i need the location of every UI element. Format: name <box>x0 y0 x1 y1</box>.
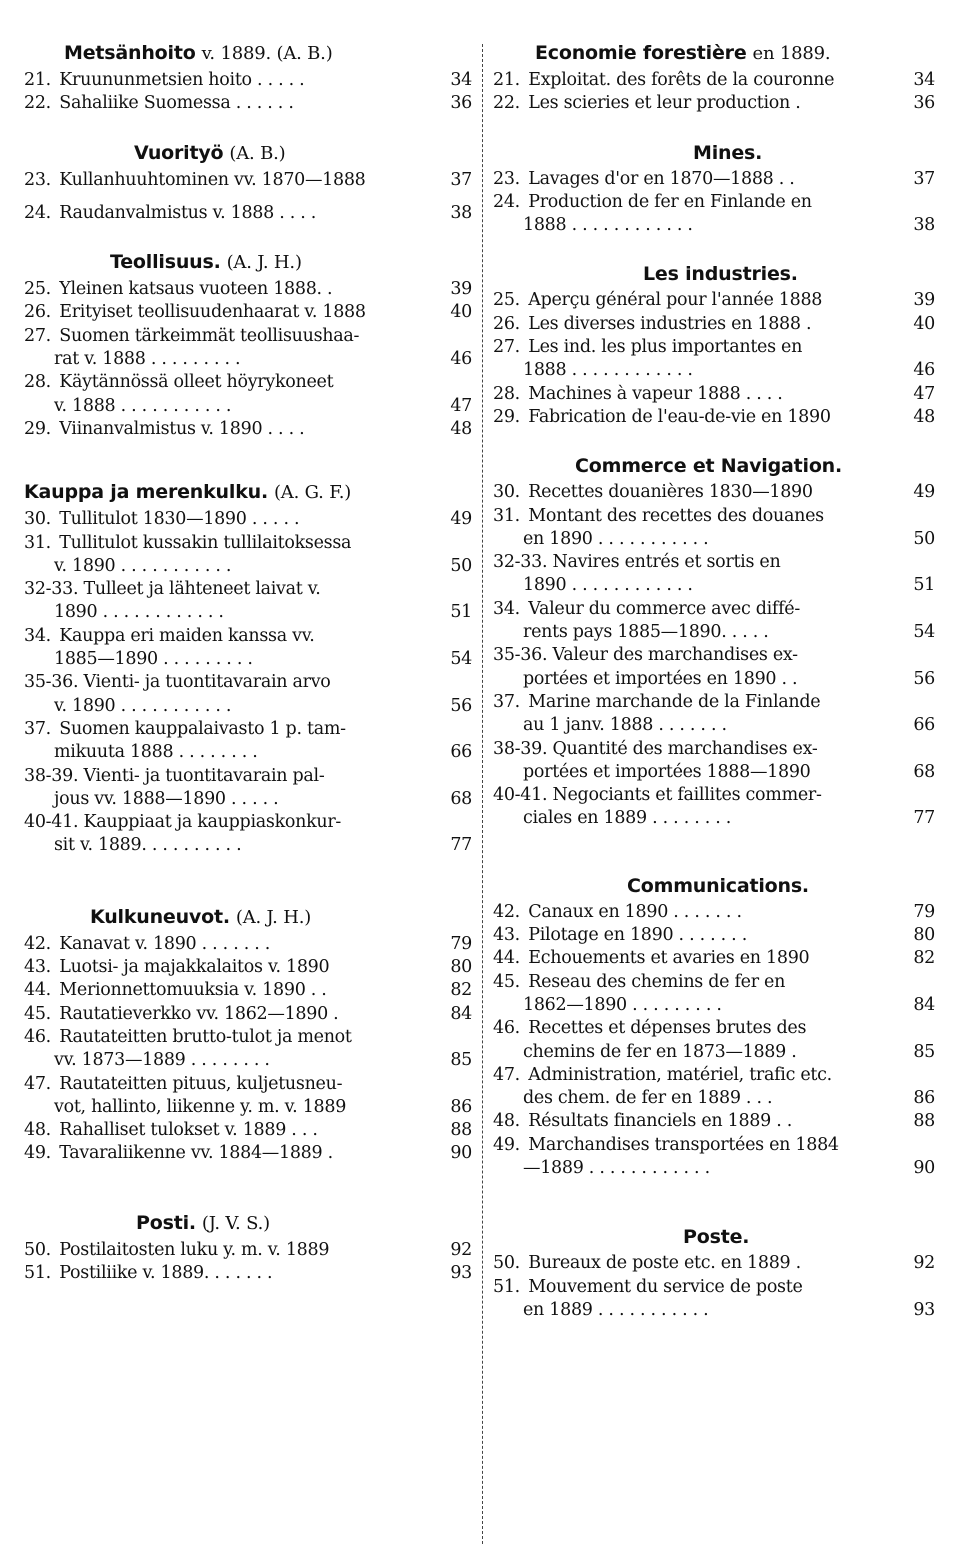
section-heading <box>493 140 935 166</box>
toc-entry <box>24 933 472 956</box>
entry-number: 46. <box>493 1018 520 1039</box>
entry-title: Les ind. les plus importantes en <box>528 337 803 358</box>
toc-entry <box>493 1064 935 1111</box>
toc-entry <box>493 1017 935 1064</box>
entry-title-continued: vot, hallinto, liikenne y. m. v. 1889 <box>54 1096 347 1117</box>
entry-number: 48. <box>493 1111 520 1132</box>
toc-entry <box>493 551 935 598</box>
entry-title-continued: 1890 . . . . . . . . . . . . <box>54 602 224 623</box>
toc-entry <box>24 278 472 301</box>
toc-entry <box>493 505 935 552</box>
entry-number: 28. <box>493 383 520 404</box>
section-heading <box>24 40 472 67</box>
entry-title-continued: rents pays 1885—1890. . . . . <box>523 622 769 643</box>
section-heading <box>24 140 472 167</box>
toc-entry <box>493 738 935 785</box>
entry-title-continued: en 1890 . . . . . . . . . . . <box>523 528 709 549</box>
entry-number: 26. <box>24 302 51 323</box>
entry-title-continued: —1889 . . . . . . . . . . . . <box>523 1157 710 1178</box>
toc-entry <box>24 1073 472 1120</box>
toc-entry <box>493 406 935 429</box>
toc-entry <box>24 956 472 979</box>
entry-title: Kanavat v. 1890 . . . . . . . <box>59 933 271 954</box>
entry-title: Aperçu général pour l'année 1888 <box>528 290 823 311</box>
entry-page-number: 56 <box>450 695 472 716</box>
toc-entry <box>24 69 472 92</box>
entry-page-number: 84 <box>450 1003 472 1024</box>
toc-entry <box>24 202 472 225</box>
toc-entry <box>24 979 472 1002</box>
toc-entry <box>493 313 935 336</box>
entry-number: 32-33. <box>24 579 79 600</box>
entry-title: Merionnettomuuksia v. 1890 . . <box>59 980 327 1001</box>
entry-title: Rautateitten brutto-tulot ja menot <box>59 1026 352 1047</box>
section-heading <box>24 904 472 931</box>
entry-number: 50. <box>493 1253 520 1274</box>
section-subtitle: (J. V. S.) <box>201 1212 270 1234</box>
toc-entry <box>493 784 935 831</box>
toc-entry <box>493 69 935 92</box>
entry-title: Marine marchande de la Finlande <box>528 691 821 712</box>
entry-title: Tullitulot kussakin tullilaitoksessa <box>59 532 352 553</box>
entry-title: Mouvement du service de poste <box>528 1276 803 1297</box>
entry-number: 31. <box>24 532 51 553</box>
entry-page-number: 88 <box>913 1111 935 1132</box>
section-title: Metsänhoito <box>64 42 196 64</box>
entry-title-continued: 1885—1890 . . . . . . . . . <box>54 649 253 670</box>
entry-page-number: 66 <box>913 715 935 736</box>
entry-number: 47. <box>24 1073 51 1094</box>
entry-number: 27. <box>493 337 520 358</box>
section-title: Kauppa ja merenkulku. <box>24 481 268 504</box>
entry-title: Reseau des chemins de fer en <box>528 971 786 992</box>
toc-section <box>493 261 935 429</box>
entry-title: Rahalliset tulokset v. 1889 . . . <box>59 1120 318 1141</box>
toc-entry <box>493 947 935 970</box>
column-divider <box>482 44 483 1544</box>
entry-number: 40-41. <box>24 812 79 833</box>
section-title: Commerce et Navigation. <box>575 455 843 478</box>
entry-title-continued: portées et importées 1888—1890 <box>523 761 811 782</box>
entry-title: Administration, matériel, trafic etc. <box>528 1064 832 1085</box>
entry-page-number: 40 <box>913 313 935 334</box>
entry-title: Rautatieverkko vv. 1862—1890 . <box>59 1003 339 1024</box>
entry-number: 25. <box>493 290 520 311</box>
entry-number: 26. <box>493 313 520 334</box>
toc-entry <box>493 924 935 947</box>
entry-number: 30. <box>24 509 51 530</box>
finnish-contents-column <box>24 40 472 1285</box>
toc-section <box>24 479 472 857</box>
entry-title: Käytännössä olleet höyrykoneet <box>59 372 334 393</box>
entry-title: Les diverses industries en 1888 . <box>528 313 812 334</box>
toc-section <box>493 453 935 830</box>
entry-page-number: 49 <box>913 482 935 503</box>
toc-entry <box>493 901 935 924</box>
entry-number: 35-36. <box>493 645 548 666</box>
entry-number: 45. <box>24 1003 51 1024</box>
entry-number: 23. <box>493 168 520 189</box>
entry-page-number: 79 <box>913 901 935 922</box>
entry-number: 49. <box>24 1143 51 1164</box>
entry-number: 44. <box>493 948 520 969</box>
entry-number: 22. <box>24 93 51 114</box>
entry-title: Vienti- ja tuontitavarain pal- <box>83 765 325 786</box>
entry-title: Fabrication de l'eau-de-vie en 1890 <box>528 406 831 427</box>
entry-number: 27. <box>24 325 51 346</box>
toc-entry <box>493 691 935 738</box>
entry-page-number: 37 <box>450 169 472 190</box>
entry-title: Kullanhuuhtominen vv. 1870—1888 <box>59 169 366 190</box>
entry-title: Pilotage en 1890 . . . . . . . <box>528 925 747 946</box>
section-subtitle: (A. G. F.) <box>273 482 352 504</box>
entry-title: Viinanvalmistus v. 1890 . . . . <box>59 418 305 439</box>
entry-page-number: 85 <box>450 1050 472 1071</box>
toc-section <box>493 140 935 238</box>
entry-page-number: 48 <box>450 418 472 439</box>
entry-title-continued: vv. 1873—1889 . . . . . . . . <box>54 1050 270 1071</box>
entry-title-continued: 1890 . . . . . . . . . . . . <box>523 575 693 596</box>
entry-number: 23. <box>24 169 51 190</box>
section-heading <box>24 249 472 276</box>
toc-entry <box>493 1252 935 1275</box>
section-heading <box>493 40 935 67</box>
entry-page-number: 37 <box>913 168 935 189</box>
entry-number: 22. <box>493 93 520 114</box>
entry-page-number: 46 <box>450 349 472 370</box>
entry-title-continued: portées et importées en 1890 . . <box>523 668 798 689</box>
toc-entry <box>24 92 472 115</box>
entry-title: Sahaliike Suomessa . . . . . . <box>59 93 294 114</box>
entry-title-continued: 1862—1890 . . . . . . . . . <box>523 994 722 1015</box>
toc-section <box>493 1224 935 1322</box>
entry-number: 24. <box>493 191 520 212</box>
toc-entry <box>24 671 472 718</box>
entry-page-number: 54 <box>450 649 472 670</box>
toc-entry <box>493 1110 935 1133</box>
entry-title: Exploitat. des forêts de la couronne <box>528 70 835 90</box>
entry-page-number: 90 <box>913 1157 935 1178</box>
entry-page-number: 39 <box>913 290 935 311</box>
entry-page-number: 88 <box>450 1120 472 1141</box>
section-heading <box>24 1210 472 1237</box>
entry-title: Kauppa eri maiden kanssa vv. <box>59 625 315 646</box>
entry-page-number: 68 <box>450 788 472 809</box>
entry-number: 43. <box>24 957 51 978</box>
entry-number: 45. <box>493 971 520 992</box>
section-title: Poste. <box>683 1226 750 1249</box>
entry-number: 43. <box>493 925 520 946</box>
toc-entry <box>493 289 935 312</box>
entry-number: 30. <box>493 482 520 503</box>
entry-page-number: 80 <box>450 957 472 978</box>
entry-title: Montant des recettes des douanes <box>528 505 824 526</box>
toc-entry <box>493 1276 935 1323</box>
toc-section <box>493 873 935 1181</box>
section-heading <box>24 479 472 506</box>
entry-title: Echouements et avaries en 1890 <box>528 948 810 969</box>
entry-number: 38-39. <box>493 738 548 759</box>
entry-page-number: 86 <box>450 1096 472 1117</box>
entry-page-number: 92 <box>913 1253 935 1274</box>
entry-title-continued: chemins de fer en 1873—1889 . <box>523 1041 797 1062</box>
entry-title: Machines à vapeur 1888 . . . . <box>528 383 783 404</box>
toc-entry <box>493 383 935 406</box>
toc-entry <box>493 598 935 645</box>
entry-title: Bureaux de poste etc. en 1889 . <box>528 1253 801 1274</box>
toc-entry <box>24 1142 472 1165</box>
section-subtitle: (A. J. H.) <box>235 906 312 928</box>
entry-page-number: 36 <box>450 93 472 114</box>
entry-title-continued: sit v. 1889. . . . . . . . . . <box>54 835 242 856</box>
entry-title: Marchandises transportées en 1884 <box>528 1134 839 1155</box>
entry-title: Résultats financiels en 1889 . . <box>528 1111 793 1132</box>
toc-entry <box>24 1003 472 1026</box>
entry-number: 46. <box>24 1026 51 1047</box>
entry-number: 35-36. <box>24 672 79 693</box>
entry-page-number: 80 <box>913 925 935 946</box>
toc-entry <box>24 811 472 858</box>
section-heading <box>493 873 935 899</box>
toc-entry <box>24 578 472 625</box>
entry-title: Suomen tärkeimmät teollisuushaa- <box>59 325 360 346</box>
toc-entry <box>24 1262 472 1285</box>
entry-number: 42. <box>24 933 51 954</box>
section-subtitle: v. 1889. (A. B.) <box>201 43 333 64</box>
toc-entry <box>493 168 935 191</box>
toc-entry <box>24 532 472 579</box>
toc-entry <box>24 1026 472 1073</box>
entry-page-number: 56 <box>913 668 935 689</box>
entry-page-number: 93 <box>913 1299 935 1320</box>
entry-number: 29. <box>24 418 51 439</box>
entry-title-continued: 1888 . . . . . . . . . . . . <box>523 360 693 381</box>
entry-page-number: 77 <box>913 808 935 829</box>
section-title: Vuorityö <box>134 141 224 164</box>
entry-title: Raudanvalmistus v. 1888 . . . . <box>59 202 317 223</box>
section-heading <box>493 453 935 479</box>
entry-page-number: 66 <box>450 742 472 763</box>
toc-entry <box>24 418 472 441</box>
entry-number: 42. <box>493 901 520 922</box>
entry-title: Luotsi- ja majakkalaitos v. 1890 <box>59 957 330 978</box>
entry-title: Postilaitosten luku y. m. v. 1889 <box>59 1239 330 1260</box>
entry-page-number: 38 <box>450 202 472 223</box>
toc-section <box>24 140 472 226</box>
entry-number: 31. <box>493 505 520 526</box>
entry-number: 25. <box>24 279 51 300</box>
entry-number: 21. <box>24 70 51 90</box>
entry-page-number: 50 <box>450 555 472 576</box>
toc-section <box>24 1210 472 1286</box>
toc-section <box>24 904 472 1166</box>
entry-title-continued: 1888 . . . . . . . . . . . . <box>523 215 693 236</box>
section-subtitle: (A. J. H.) <box>226 252 302 274</box>
section-subtitle: (A. B.) <box>229 142 286 164</box>
entry-page-number: 40 <box>450 302 472 323</box>
entry-title-continued: ciales en 1889 . . . . . . . . <box>523 808 732 829</box>
entry-title-continued: mikuuta 1888 . . . . . . . . <box>54 742 258 763</box>
section-heading <box>493 1224 935 1250</box>
section-title: Posti. <box>136 1211 196 1234</box>
entry-number: 49. <box>493 1134 520 1155</box>
toc-entry <box>24 301 472 324</box>
entry-title: Les scieries et leur production . <box>528 93 801 114</box>
entry-number: 44. <box>24 980 51 1001</box>
entry-title-continued: v. 1890 . . . . . . . . . . . <box>54 555 232 576</box>
entry-page-number: 77 <box>450 835 472 856</box>
entry-number: 51. <box>493 1276 520 1297</box>
entry-title: Tulleet ja lähteneet laivat v. <box>83 579 321 600</box>
entry-number: 21. <box>493 70 520 90</box>
toc-entry <box>493 644 935 691</box>
entry-page-number: 51 <box>450 602 472 623</box>
entry-title: Navires entrés et sortis en <box>552 552 781 573</box>
entry-number: 47. <box>493 1064 520 1085</box>
toc-entry <box>24 169 472 192</box>
entry-title-continued: au 1 janv. 1888 . . . . . . . <box>523 715 727 736</box>
entry-number: 51. <box>24 1262 51 1283</box>
toc-entry <box>24 1119 472 1142</box>
entry-title: Vienti- ja tuontitavarain arvo <box>83 672 331 693</box>
toc-entry <box>24 508 472 531</box>
toc-entry <box>24 371 472 418</box>
entry-page-number: 92 <box>450 1239 472 1260</box>
entry-title: Suomen kauppalaivasto 1 p. tam- <box>59 718 346 739</box>
entry-number: 28. <box>24 372 51 393</box>
entry-title-continued: en 1889 . . . . . . . . . . . <box>523 1299 709 1320</box>
section-subtitle: en 1889. <box>752 43 831 64</box>
section-title: Kulkuneuvot. <box>90 905 230 928</box>
section-heading <box>493 261 935 287</box>
entry-title: Recettes et dépenses brutes des <box>528 1018 807 1039</box>
section-title: Mines. <box>693 141 763 164</box>
entry-page-number: 34 <box>913 70 935 90</box>
entry-number: 48. <box>24 1120 51 1141</box>
entry-title-continued: des chem. de fer en 1889 . . . <box>523 1088 773 1109</box>
entry-title: Valeur des marchandises ex- <box>552 645 798 666</box>
toc-entry <box>493 92 935 115</box>
entry-page-number: 84 <box>913 994 935 1015</box>
entry-number: 24. <box>24 202 51 223</box>
entry-page-number: 90 <box>450 1143 472 1164</box>
entry-title: Production de fer en Finlande en <box>528 191 812 212</box>
section-title: Economie forestière <box>535 42 747 64</box>
entry-title: Negociants et faillites commer- <box>552 785 822 806</box>
entry-title-continued: v. 1890 . . . . . . . . . . . <box>54 695 232 716</box>
entry-number: 37. <box>24 718 51 739</box>
entry-title-continued: rat v. 1888 . . . . . . . . . <box>54 349 241 370</box>
entry-title: Rautateitten pituus, kuljetusneu- <box>59 1073 343 1094</box>
entry-number: 37. <box>493 691 520 712</box>
entry-page-number: 50 <box>913 528 935 549</box>
toc-entry <box>24 718 472 765</box>
toc-entry <box>493 971 935 1018</box>
entry-title: Quantité des marchandises ex- <box>552 738 818 759</box>
entry-title: Lavages d'or en 1870—1888 . . <box>528 168 795 189</box>
entry-page-number: 85 <box>913 1041 935 1062</box>
entry-number: 50. <box>24 1239 51 1260</box>
toc-entry <box>493 481 935 504</box>
toc-entry <box>24 1239 472 1262</box>
toc-entry <box>493 336 935 383</box>
entry-title-continued: jous vv. 1888—1890 . . . . . <box>54 788 279 809</box>
entry-page-number: 82 <box>913 948 935 969</box>
entry-number: 32-33. <box>493 552 548 573</box>
entry-title: Valeur du commerce avec diffé- <box>528 598 800 619</box>
entry-page-number: 51 <box>913 575 935 596</box>
entry-title: Kruununmetsien hoito . . . . . <box>59 70 305 90</box>
entry-page-number: 39 <box>450 279 472 300</box>
entry-page-number: 79 <box>450 933 472 954</box>
entry-title: Canaux en 1890 . . . . . . . <box>528 901 742 922</box>
toc-entry <box>493 1134 935 1181</box>
entry-number: 34. <box>493 598 520 619</box>
section-title: Teollisuus. <box>110 251 221 274</box>
toc-entry <box>493 191 935 238</box>
entry-page-number: 38 <box>913 215 935 236</box>
entry-title: Yleinen katsaus vuoteen 1888. . <box>59 279 333 300</box>
entry-page-number: 47 <box>913 383 935 404</box>
toc-entry <box>24 765 472 812</box>
entry-title: Erityiset teollisuudenhaarat v. 1888 <box>59 302 366 323</box>
toc-section <box>24 249 472 441</box>
entry-page-number: 93 <box>450 1262 472 1283</box>
entry-number: 34. <box>24 625 51 646</box>
entry-title: Recettes douanières 1830—1890 <box>528 482 813 503</box>
entry-number: 29. <box>493 406 520 427</box>
entry-page-number: 47 <box>450 395 472 416</box>
entry-page-number: 54 <box>913 622 935 643</box>
entry-title: Tullitulot 1830—1890 . . . . . <box>59 509 300 530</box>
entry-title: Tavaraliikenne vv. 1884—1889 . <box>59 1143 333 1164</box>
entry-page-number: 82 <box>450 980 472 1001</box>
entry-page-number: 36 <box>913 93 935 114</box>
french-contents-column <box>493 40 935 1322</box>
entry-page-number: 49 <box>450 509 472 530</box>
toc-entry <box>24 325 472 372</box>
entry-page-number: 68 <box>913 761 935 782</box>
toc-section <box>493 40 935 116</box>
entry-page-number: 46 <box>913 360 935 381</box>
entry-page-number: 48 <box>913 406 935 427</box>
entry-number: 38-39. <box>24 765 79 786</box>
section-title: Les industries. <box>643 263 798 286</box>
toc-entry <box>24 625 472 672</box>
entry-number: 40-41. <box>493 785 548 806</box>
entry-page-number: 86 <box>913 1088 935 1109</box>
entry-title: Kauppiaat ja kauppiaskonkur- <box>83 812 342 833</box>
section-title: Communications. <box>627 874 809 897</box>
entry-title-continued: v. 1888 . . . . . . . . . . . <box>54 395 232 416</box>
toc-section <box>24 40 472 116</box>
entry-title: Postiliike v. 1889. . . . . . . <box>59 1262 273 1283</box>
entry-page-number: 34 <box>450 70 472 90</box>
